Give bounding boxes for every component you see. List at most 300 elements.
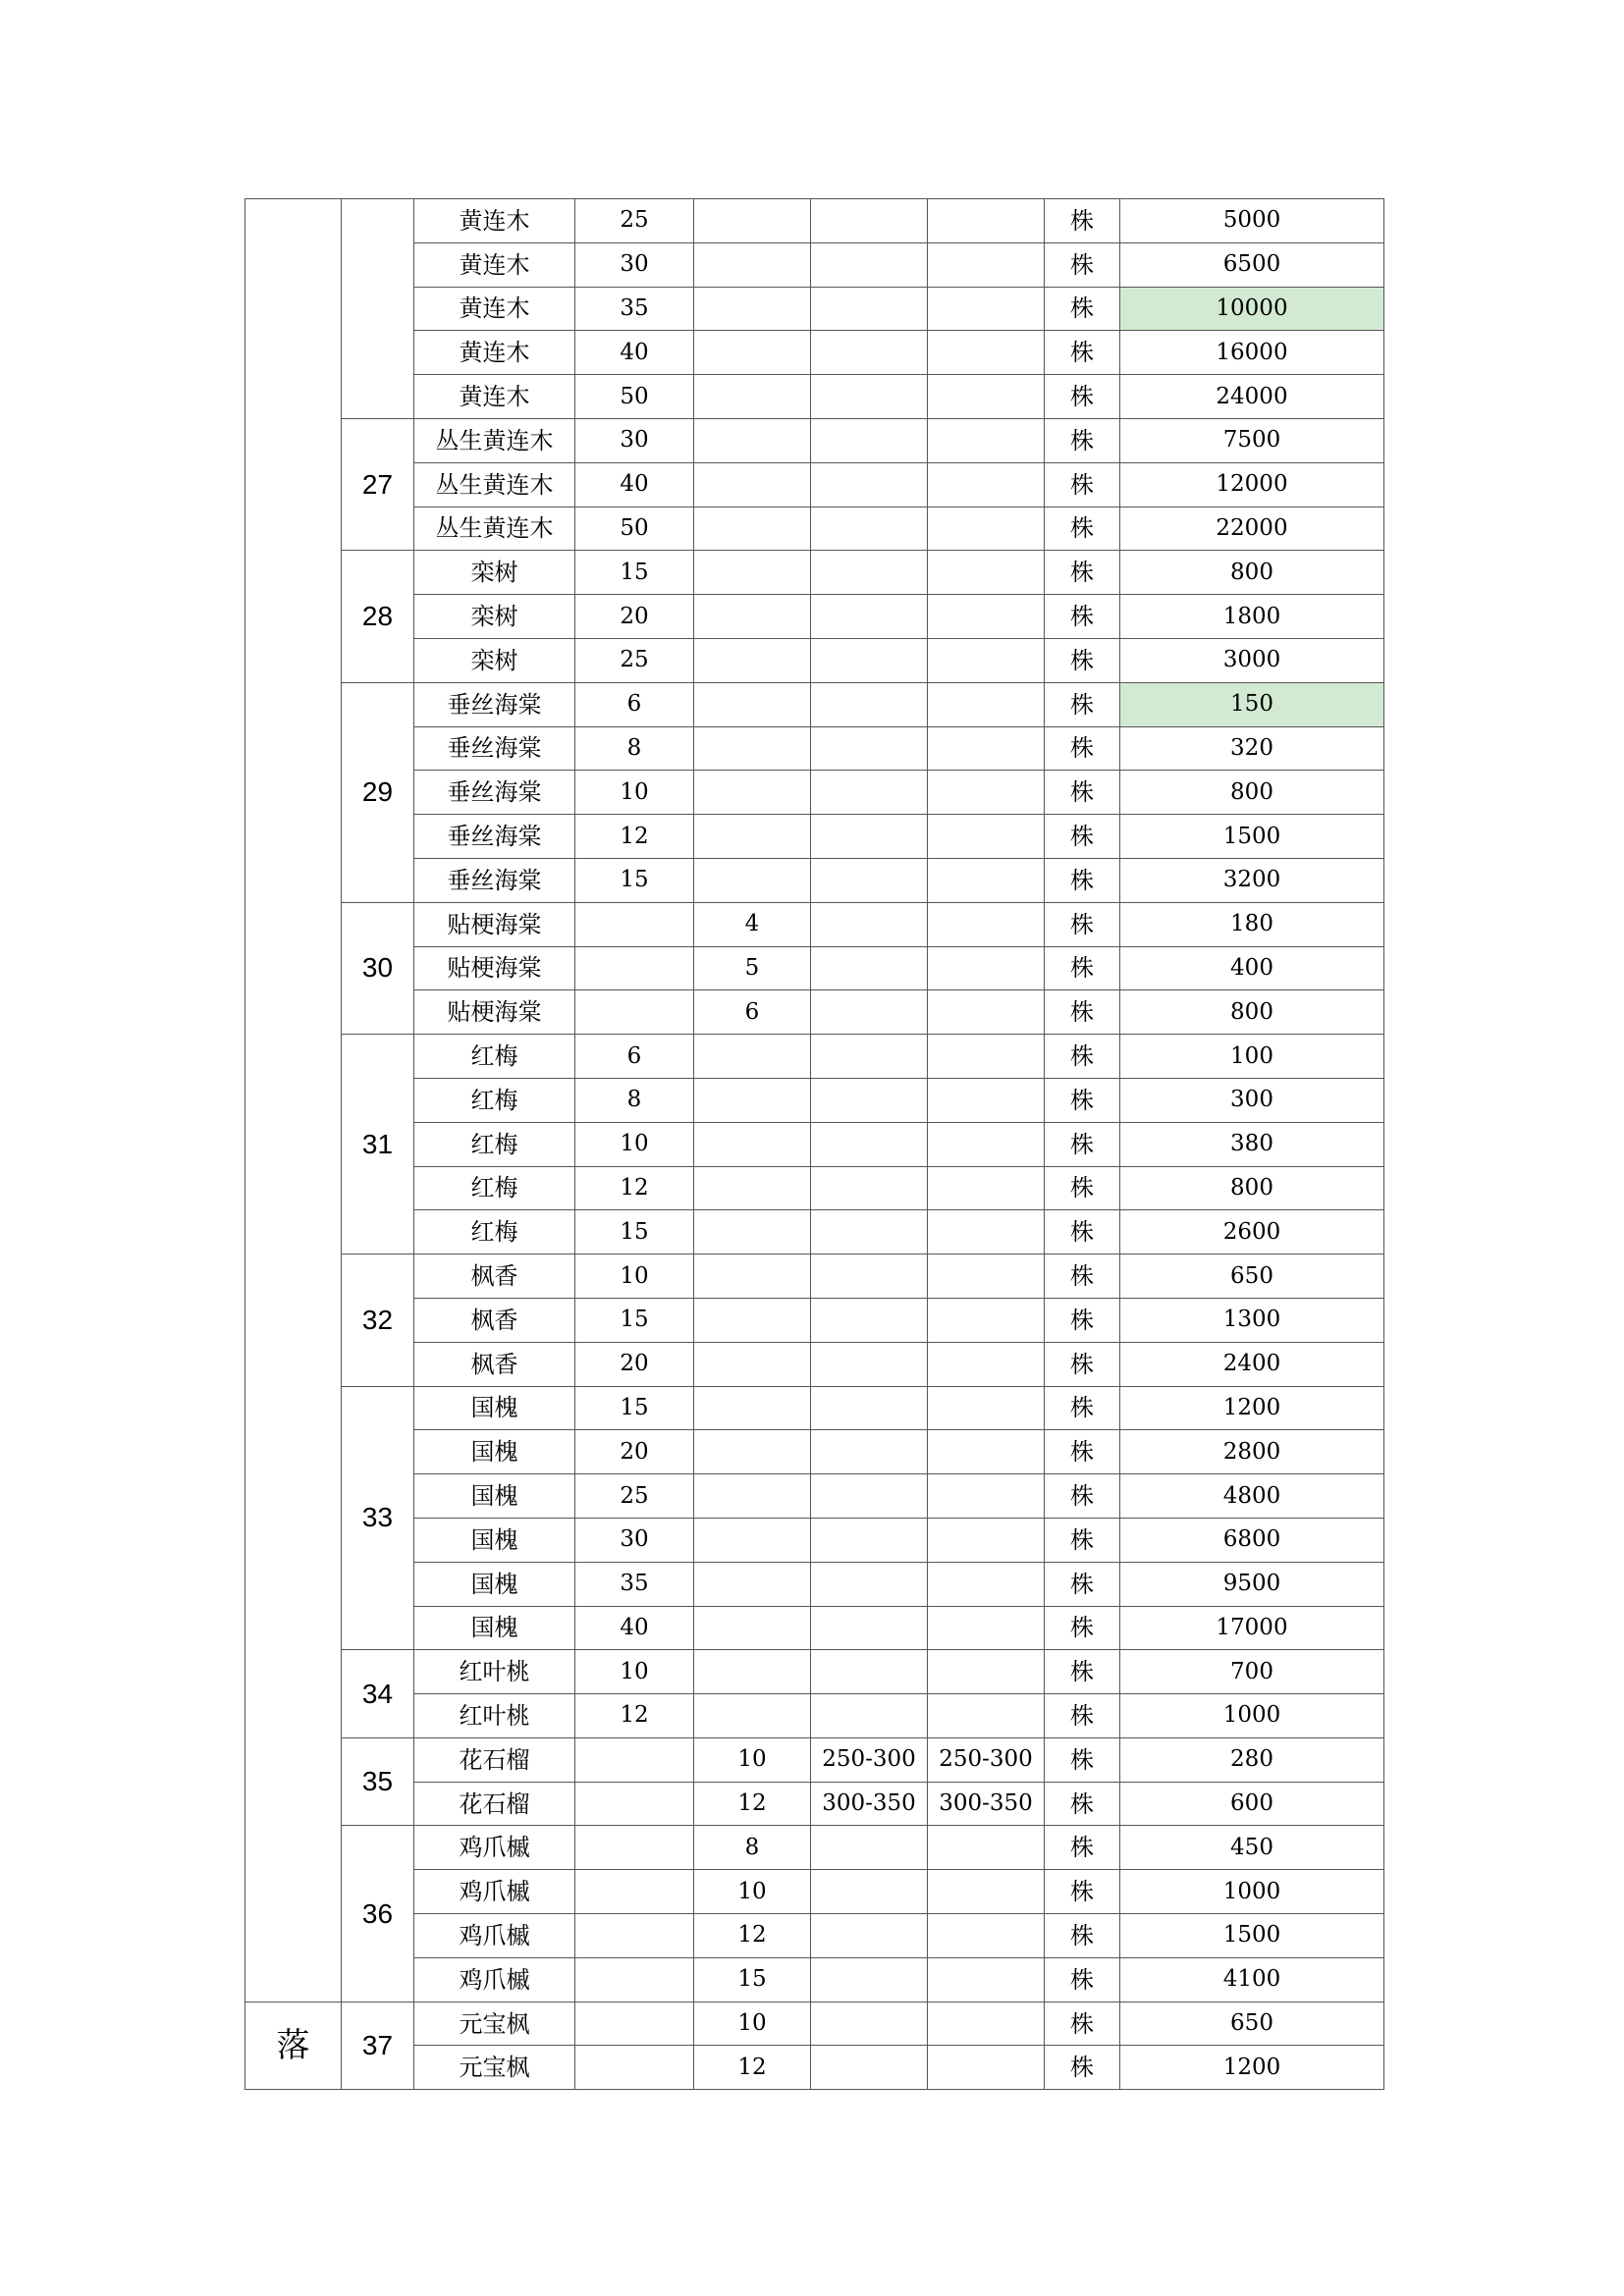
spec-3-cell	[811, 1430, 928, 1474]
spec-1-cell: 15	[575, 1210, 694, 1255]
spec-4-cell	[928, 375, 1045, 419]
spec-1-cell: 30	[575, 418, 694, 462]
spec-2-cell	[694, 638, 811, 682]
spec-3-cell	[811, 1518, 928, 1562]
spec-4-cell	[928, 1518, 1045, 1562]
unit-cell: 株	[1045, 1430, 1120, 1474]
unit-cell: 株	[1045, 1694, 1120, 1738]
spec-4-cell	[928, 1035, 1045, 1079]
plant-name-cell: 垂丝海棠	[414, 726, 575, 771]
table-row	[245, 771, 1384, 815]
spec-4-cell	[928, 1650, 1045, 1694]
unit-cell: 株	[1045, 1122, 1120, 1166]
spec-2-cell: 10	[694, 2002, 811, 2046]
plant-name-cell: 红梅	[414, 1210, 575, 1255]
spec-2-cell	[694, 726, 811, 771]
table-row	[245, 1914, 1384, 1958]
spec-4-cell	[928, 2046, 1045, 2090]
table-row	[245, 946, 1384, 990]
spec-4-cell	[928, 287, 1045, 331]
spec-2-cell: 4	[694, 902, 811, 946]
price-cell: 800	[1120, 990, 1384, 1035]
spec-2-cell	[694, 1035, 811, 1079]
unit-cell: 株	[1045, 946, 1120, 990]
spec-3-cell	[811, 1694, 928, 1738]
spec-3-cell	[811, 1078, 928, 1122]
plant-name-cell: 红梅	[414, 1122, 575, 1166]
table-row	[245, 1298, 1384, 1342]
spec-2-cell	[694, 331, 811, 375]
price-cell: 6800	[1120, 1518, 1384, 1562]
table-row	[245, 199, 1384, 243]
spec-2-cell	[694, 1298, 811, 1342]
spec-3-cell	[811, 1914, 928, 1958]
spec-1-cell: 40	[575, 331, 694, 375]
spec-4-cell	[928, 1298, 1045, 1342]
unit-cell: 株	[1045, 1518, 1120, 1562]
spec-1-cell	[575, 1826, 694, 1870]
table-row	[245, 1957, 1384, 2002]
unit-cell: 株	[1045, 902, 1120, 946]
spec-2-cell	[694, 1166, 811, 1210]
unit-cell: 株	[1045, 595, 1120, 639]
unit-cell: 株	[1045, 1474, 1120, 1519]
plant-name-cell: 花石榴	[414, 1782, 575, 1826]
spec-3-cell	[811, 375, 928, 419]
table-row	[245, 638, 1384, 682]
spec-3-cell	[811, 1957, 928, 2002]
spec-1-cell	[575, 1914, 694, 1958]
spec-2-cell: 15	[694, 1957, 811, 2002]
spec-3-cell	[811, 638, 928, 682]
seq-number: 30	[342, 902, 414, 1034]
spec-1-cell: 8	[575, 1078, 694, 1122]
spec-2-cell	[694, 595, 811, 639]
spec-3-cell	[811, 595, 928, 639]
unit-cell: 株	[1045, 1078, 1120, 1122]
spec-4-cell	[928, 242, 1045, 287]
price-cell: 2400	[1120, 1342, 1384, 1386]
spec-2-cell	[694, 815, 811, 859]
spec-3-cell	[811, 242, 928, 287]
spec-3-cell	[811, 990, 928, 1035]
spec-3-cell	[811, 1826, 928, 1870]
table-row	[245, 462, 1384, 507]
plant-name-cell: 鸡爪槭	[414, 1957, 575, 2002]
spec-2-cell	[694, 771, 811, 815]
plant-name-cell: 鸡爪槭	[414, 1826, 575, 1870]
spec-4-cell	[928, 1870, 1045, 1914]
spec-4-cell	[928, 595, 1045, 639]
spec-3-cell	[811, 418, 928, 462]
price-cell: 1200	[1120, 1386, 1384, 1430]
table-row	[245, 242, 1384, 287]
unit-cell: 株	[1045, 771, 1120, 815]
spec-3-cell	[811, 2046, 928, 2090]
price-cell: 1300	[1120, 1298, 1384, 1342]
unit-cell: 株	[1045, 1210, 1120, 1255]
spec-3-cell	[811, 771, 928, 815]
plant-name-cell: 国槐	[414, 1518, 575, 1562]
price-cell: 1500	[1120, 815, 1384, 859]
unit-cell: 株	[1045, 551, 1120, 595]
spec-4-cell	[928, 815, 1045, 859]
seq-number: 35	[342, 1737, 414, 1826]
spec-3-cell	[811, 551, 928, 595]
spec-1-cell: 35	[575, 1562, 694, 1606]
spec-3-cell	[811, 1342, 928, 1386]
spec-4-cell	[928, 2002, 1045, 2046]
price-cell: 4800	[1120, 1474, 1384, 1519]
plant-name-cell: 元宝枫	[414, 2046, 575, 2090]
seq-number: 34	[342, 1650, 414, 1738]
seq-number: 36	[342, 1826, 414, 2002]
price-cell: 1000	[1120, 1870, 1384, 1914]
table-row	[245, 1870, 1384, 1914]
seq-number: 29	[342, 682, 414, 902]
price-cell: 16000	[1120, 331, 1384, 375]
spec-4-cell	[928, 507, 1045, 551]
spec-1-cell	[575, 902, 694, 946]
plant-name-cell: 栾树	[414, 595, 575, 639]
spec-3-cell	[811, 946, 928, 990]
spec-2-cell	[694, 1122, 811, 1166]
table-row	[245, 1737, 1384, 1782]
category-label: 落	[245, 2002, 342, 2090]
spec-1-cell	[575, 946, 694, 990]
table-row	[245, 1078, 1384, 1122]
spec-3-cell	[811, 1870, 928, 1914]
table-row	[245, 1255, 1384, 1299]
seq-number: 32	[342, 1255, 414, 1386]
spec-3-cell: 250-300	[811, 1737, 928, 1782]
spec-1-cell: 15	[575, 1298, 694, 1342]
unit-cell: 株	[1045, 507, 1120, 551]
table-row	[245, 418, 1384, 462]
table-row	[245, 1562, 1384, 1606]
spec-2-cell	[694, 1386, 811, 1430]
spec-4-cell	[928, 1826, 1045, 1870]
plant-name-cell: 枫香	[414, 1342, 575, 1386]
spec-4-cell	[928, 858, 1045, 902]
price-cell: 700	[1120, 1650, 1384, 1694]
spec-2-cell	[694, 1562, 811, 1606]
spec-1-cell: 20	[575, 595, 694, 639]
price-cell: 2600	[1120, 1210, 1384, 1255]
spec-2-cell: 6	[694, 990, 811, 1035]
unit-cell: 株	[1045, 638, 1120, 682]
spec-4-cell	[928, 462, 1045, 507]
spec-4-cell	[928, 682, 1045, 726]
table-row	[245, 1474, 1384, 1519]
price-cell: 24000	[1120, 375, 1384, 419]
spec-2-cell	[694, 462, 811, 507]
table-row	[245, 331, 1384, 375]
plant-name-cell: 垂丝海棠	[414, 815, 575, 859]
spec-4-cell	[928, 1430, 1045, 1474]
unit-cell: 株	[1045, 418, 1120, 462]
plant-name-cell: 黄连木	[414, 287, 575, 331]
spec-4-cell: 250-300	[928, 1737, 1045, 1782]
spec-1-cell: 10	[575, 1255, 694, 1299]
spec-4-cell	[928, 1342, 1045, 1386]
spec-4-cell	[928, 990, 1045, 1035]
spec-1-cell	[575, 1870, 694, 1914]
unit-cell: 株	[1045, 1650, 1120, 1694]
spec-1-cell: 6	[575, 682, 694, 726]
unit-cell: 株	[1045, 242, 1120, 287]
spec-4-cell	[928, 1255, 1045, 1299]
table-row	[245, 1518, 1384, 1562]
spec-1-cell: 30	[575, 1518, 694, 1562]
spec-2-cell: 8	[694, 1826, 811, 1870]
spec-3-cell	[811, 1122, 928, 1166]
spec-4-cell	[928, 1694, 1045, 1738]
spec-1-cell: 10	[575, 1650, 694, 1694]
table-row	[245, 2046, 1384, 2090]
spec-3-cell	[811, 902, 928, 946]
unit-cell: 株	[1045, 462, 1120, 507]
table-row	[245, 682, 1384, 726]
plant-name-cell: 黄连木	[414, 331, 575, 375]
plant-name-cell: 贴梗海棠	[414, 990, 575, 1035]
plant-name-cell: 国槐	[414, 1606, 575, 1650]
spec-2-cell	[694, 418, 811, 462]
price-cell: 6500	[1120, 242, 1384, 287]
spec-3-cell	[811, 682, 928, 726]
spec-4-cell	[928, 1562, 1045, 1606]
unit-cell: 株	[1045, 1957, 1120, 2002]
spec-4-cell	[928, 1606, 1045, 1650]
spec-4-cell	[928, 1210, 1045, 1255]
table-row	[245, 1166, 1384, 1210]
unit-cell: 株	[1045, 1826, 1120, 1870]
spec-3-cell	[811, 1035, 928, 1079]
table-row	[245, 1694, 1384, 1738]
plant-name-cell: 黄连木	[414, 199, 575, 243]
plant-name-cell: 枫香	[414, 1255, 575, 1299]
spec-1-cell: 12	[575, 1166, 694, 1210]
spec-2-cell	[694, 1474, 811, 1519]
plant-name-cell: 国槐	[414, 1474, 575, 1519]
table-row	[245, 1430, 1384, 1474]
unit-cell: 株	[1045, 990, 1120, 1035]
spec-2-cell	[694, 1430, 811, 1474]
table-row	[245, 990, 1384, 1035]
table-row	[245, 2002, 1384, 2046]
plant-name-cell: 鸡爪槭	[414, 1914, 575, 1958]
spec-4-cell	[928, 638, 1045, 682]
plant-name-cell: 栾树	[414, 551, 575, 595]
spec-4-cell: 300-350	[928, 1782, 1045, 1826]
unit-cell: 株	[1045, 1386, 1120, 1430]
spec-3-cell	[811, 1386, 928, 1430]
table-row	[245, 726, 1384, 771]
spec-1-cell: 50	[575, 507, 694, 551]
spec-2-cell	[694, 1650, 811, 1694]
spec-2-cell	[694, 199, 811, 243]
spec-2-cell	[694, 287, 811, 331]
unit-cell: 株	[1045, 1737, 1120, 1782]
spec-3-cell	[811, 1255, 928, 1299]
spec-3-cell	[811, 1210, 928, 1255]
plant-name-cell: 国槐	[414, 1386, 575, 1430]
price-cell: 1500	[1120, 1914, 1384, 1958]
spec-1-cell: 6	[575, 1035, 694, 1079]
spec-1-cell: 35	[575, 287, 694, 331]
unit-cell: 株	[1045, 858, 1120, 902]
spec-4-cell	[928, 1078, 1045, 1122]
price-table	[244, 198, 1384, 2090]
unit-cell: 株	[1045, 815, 1120, 859]
unit-cell: 株	[1045, 1255, 1120, 1299]
unit-cell: 株	[1045, 375, 1120, 419]
seq-number	[342, 199, 414, 419]
table-row	[245, 1782, 1384, 1826]
table-row	[245, 1650, 1384, 1694]
spec-2-cell	[694, 551, 811, 595]
plant-name-cell: 红梅	[414, 1078, 575, 1122]
plant-name-cell: 红梅	[414, 1166, 575, 1210]
spec-1-cell: 25	[575, 638, 694, 682]
spec-3-cell	[811, 199, 928, 243]
plant-name-cell: 黄连木	[414, 375, 575, 419]
spec-3-cell	[811, 462, 928, 507]
spec-2-cell	[694, 1255, 811, 1299]
plant-name-cell: 红梅	[414, 1035, 575, 1079]
plant-name-cell: 垂丝海棠	[414, 682, 575, 726]
spec-1-cell: 15	[575, 1386, 694, 1430]
table-row	[245, 1606, 1384, 1650]
price-cell: 3000	[1120, 638, 1384, 682]
unit-cell: 株	[1045, 1782, 1120, 1826]
spec-1-cell	[575, 2046, 694, 2090]
unit-cell: 株	[1045, 682, 1120, 726]
table-row	[245, 1386, 1384, 1430]
spec-4-cell	[928, 1166, 1045, 1210]
seq-number: 27	[342, 418, 414, 550]
plant-name-cell: 元宝枫	[414, 2002, 575, 2046]
spec-4-cell	[928, 331, 1045, 375]
unit-cell: 株	[1045, 1606, 1120, 1650]
spec-3-cell	[811, 1474, 928, 1519]
price-cell: 10000	[1120, 287, 1384, 331]
price-cell: 1000	[1120, 1694, 1384, 1738]
price-cell: 180	[1120, 902, 1384, 946]
spec-3-cell	[811, 726, 928, 771]
spec-2-cell: 12	[694, 2046, 811, 2090]
spec-2-cell	[694, 1342, 811, 1386]
spec-1-cell: 30	[575, 242, 694, 287]
spec-4-cell	[928, 726, 1045, 771]
plant-name-cell: 红叶桃	[414, 1694, 575, 1738]
plant-name-cell: 栾树	[414, 638, 575, 682]
spec-3-cell	[811, 858, 928, 902]
price-cell: 1800	[1120, 595, 1384, 639]
spec-4-cell	[928, 551, 1045, 595]
table-row	[245, 1826, 1384, 1870]
table-row	[245, 287, 1384, 331]
unit-cell: 株	[1045, 1870, 1120, 1914]
price-cell: 2800	[1120, 1430, 1384, 1474]
spec-1-cell: 40	[575, 1606, 694, 1650]
price-cell: 4100	[1120, 1957, 1384, 2002]
unit-cell: 株	[1045, 1342, 1120, 1386]
price-cell: 800	[1120, 551, 1384, 595]
category-cell	[245, 199, 342, 2002]
spec-1-cell: 25	[575, 1474, 694, 1519]
spec-1-cell	[575, 1957, 694, 2002]
plant-name-cell: 花石榴	[414, 1737, 575, 1782]
spec-2-cell	[694, 1518, 811, 1562]
spec-1-cell: 10	[575, 1122, 694, 1166]
unit-cell: 株	[1045, 2046, 1120, 2090]
spec-1-cell	[575, 1782, 694, 1826]
spec-1-cell: 8	[575, 726, 694, 771]
price-cell: 5000	[1120, 199, 1384, 243]
spec-3-cell	[811, 1298, 928, 1342]
price-cell: 17000	[1120, 1606, 1384, 1650]
spec-3-cell	[811, 1166, 928, 1210]
spec-1-cell: 25	[575, 199, 694, 243]
table-row	[245, 1210, 1384, 1255]
spec-3-cell	[811, 507, 928, 551]
price-cell: 100	[1120, 1035, 1384, 1079]
spec-2-cell	[694, 507, 811, 551]
unit-cell: 株	[1045, 1166, 1120, 1210]
price-cell: 650	[1120, 1255, 1384, 1299]
unit-cell: 株	[1045, 287, 1120, 331]
spec-1-cell: 50	[575, 375, 694, 419]
plant-name-cell: 黄连木	[414, 242, 575, 287]
plant-name-cell: 国槐	[414, 1430, 575, 1474]
plant-name-cell: 丛生黄连木	[414, 462, 575, 507]
spec-3-cell	[811, 2002, 928, 2046]
spec-1-cell: 12	[575, 815, 694, 859]
spec-4-cell	[928, 946, 1045, 990]
plant-name-cell: 贴梗海棠	[414, 946, 575, 990]
plant-name-cell: 丛生黄连木	[414, 418, 575, 462]
price-cell: 450	[1120, 1826, 1384, 1870]
price-cell: 9500	[1120, 1562, 1384, 1606]
price-cell: 150	[1120, 682, 1384, 726]
price-cell: 320	[1120, 726, 1384, 771]
spec-2-cell: 12	[694, 1782, 811, 1826]
spec-4-cell	[928, 199, 1045, 243]
spec-2-cell: 10	[694, 1737, 811, 1782]
price-cell: 12000	[1120, 462, 1384, 507]
spec-2-cell	[694, 1694, 811, 1738]
table-row	[245, 1342, 1384, 1386]
spec-4-cell	[928, 1386, 1045, 1430]
spec-1-cell: 12	[575, 1694, 694, 1738]
seq-number: 28	[342, 551, 414, 682]
price-cell: 800	[1120, 1166, 1384, 1210]
table-row	[245, 507, 1384, 551]
price-cell: 600	[1120, 1782, 1384, 1826]
spec-3-cell	[811, 1650, 928, 1694]
spec-2-cell	[694, 858, 811, 902]
spec-4-cell	[928, 1957, 1045, 2002]
spec-4-cell	[928, 1474, 1045, 1519]
spec-1-cell: 40	[575, 462, 694, 507]
spec-2-cell	[694, 1210, 811, 1255]
table-row	[245, 375, 1384, 419]
plant-name-cell: 贴梗海棠	[414, 902, 575, 946]
plant-name-cell: 枫香	[414, 1298, 575, 1342]
spec-3-cell	[811, 1562, 928, 1606]
table-row	[245, 1035, 1384, 1079]
